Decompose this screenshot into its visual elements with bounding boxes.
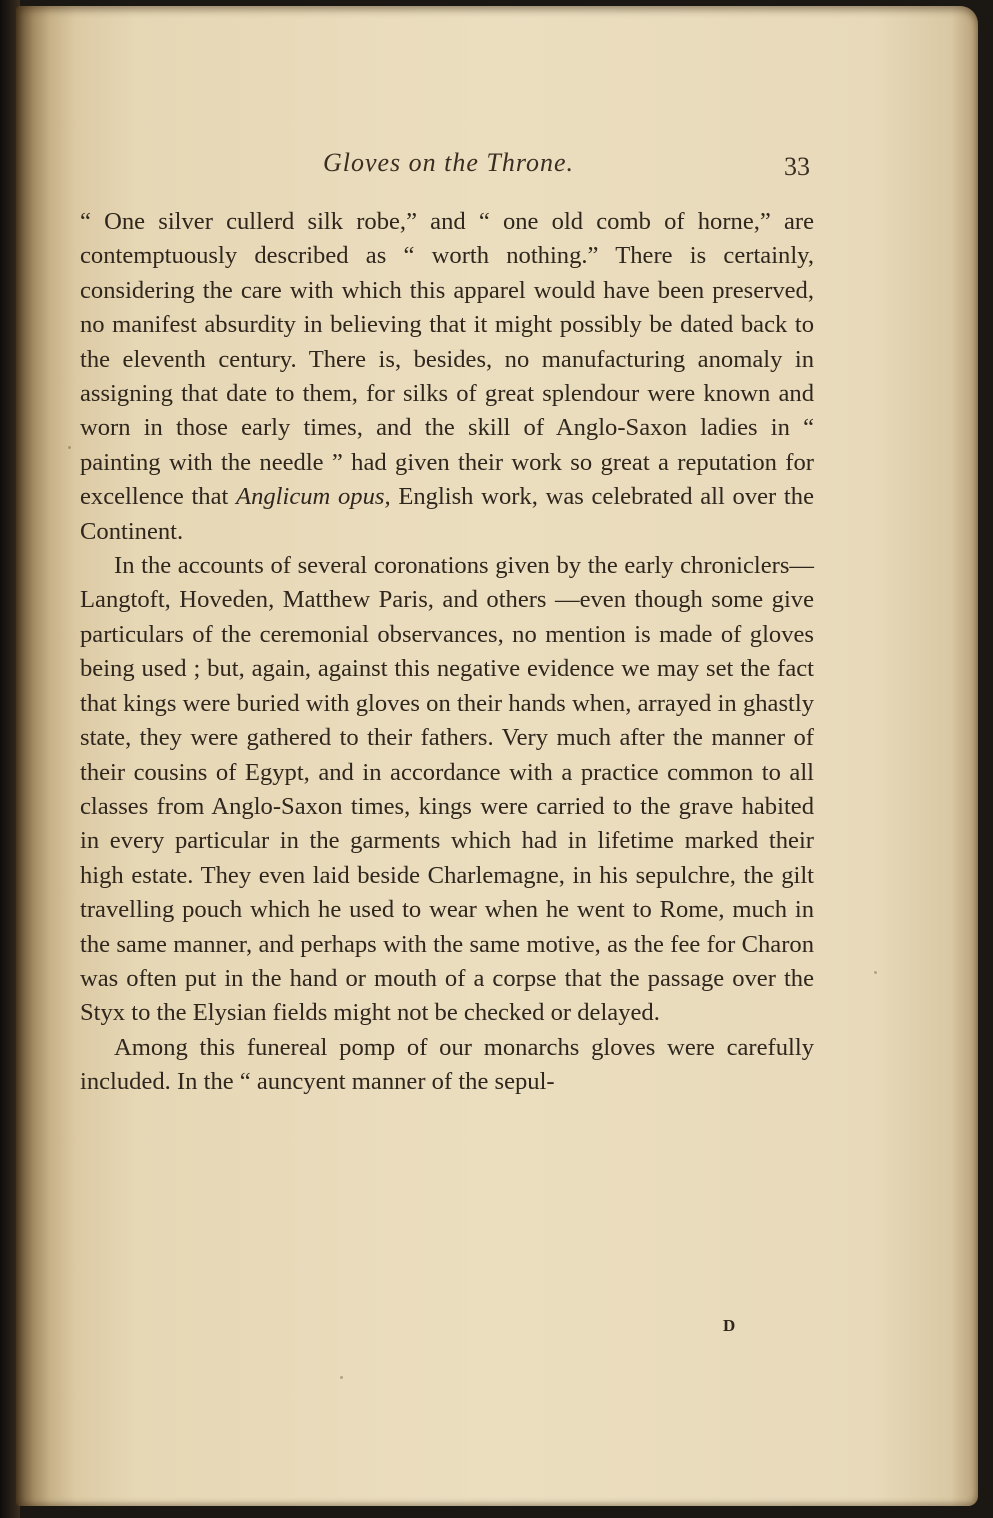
signature-mark: D [723,1316,737,1335]
running-title: Gloves on the Throne. [322,148,575,177]
paragraph-2: In the accounts of several coronations given by the early chroniclers—Langtoft, Hoveden, Matthew Paris, and others —even though some give particulars of the ceremonial observances, no mention is made of gloves being used ; but, again, against this negative evidence we may set the fact that kings were buried with gloves on their hands when, arrayed in ghastly state, they were gathered to their fathers. Very much after the manner of their cousins of Egypt, and in accordance with a practice common to all classes from Anglo-Saxon times, kings were carried to the grave habited in every particular in the garments which had in lifetime marked their high estate. They even laid beside Charlemagne, in his sepulchre, the gilt travelling pouch which he used to wear when he went to Rome, much in the same manner, and perhaps with the same motive, as the fee for Charon was often put in the hand or mouth of a corpse that the passage over the Styx to the Elysian fields might not be checked or delayed. [80,552,814,1027]
italic-phrase: Anglicum opus, [236,483,391,511]
paper-speck [340,1376,343,1379]
page-number: 33 [784,152,810,181]
paragraph-3: Among this funereal pomp of our monarchs gloves were carefully included. In the “ auncyent manner of the sepul- [80,1033,814,1096]
paragraph-1-text: “ One silver cullerd silk robe,” and “ one old comb of horne,” are contemptuously described as “ worth nothing.” There is certainly, considering the care with which this apparel would have been preserved, no manifest absurdity in believing that it might possibly be dated back to the eleventh century. There is, besides, no manufacturing anomaly in assigning that date to them, for silks of great splendour were known and worn in those early times, and the skill of Anglo-Saxon ladies in “ painting with the needle ” had given their work so great a reputation for excellence that [80,208,814,511]
running-head [80,148,817,188]
paper-speck [874,971,877,974]
body-text [80,205,814,1100]
paragraph-1-tail: English work, was celebrated all over the Continent. [80,483,814,545]
paper-speck [68,446,71,449]
paragraph-1 [80,205,814,549]
